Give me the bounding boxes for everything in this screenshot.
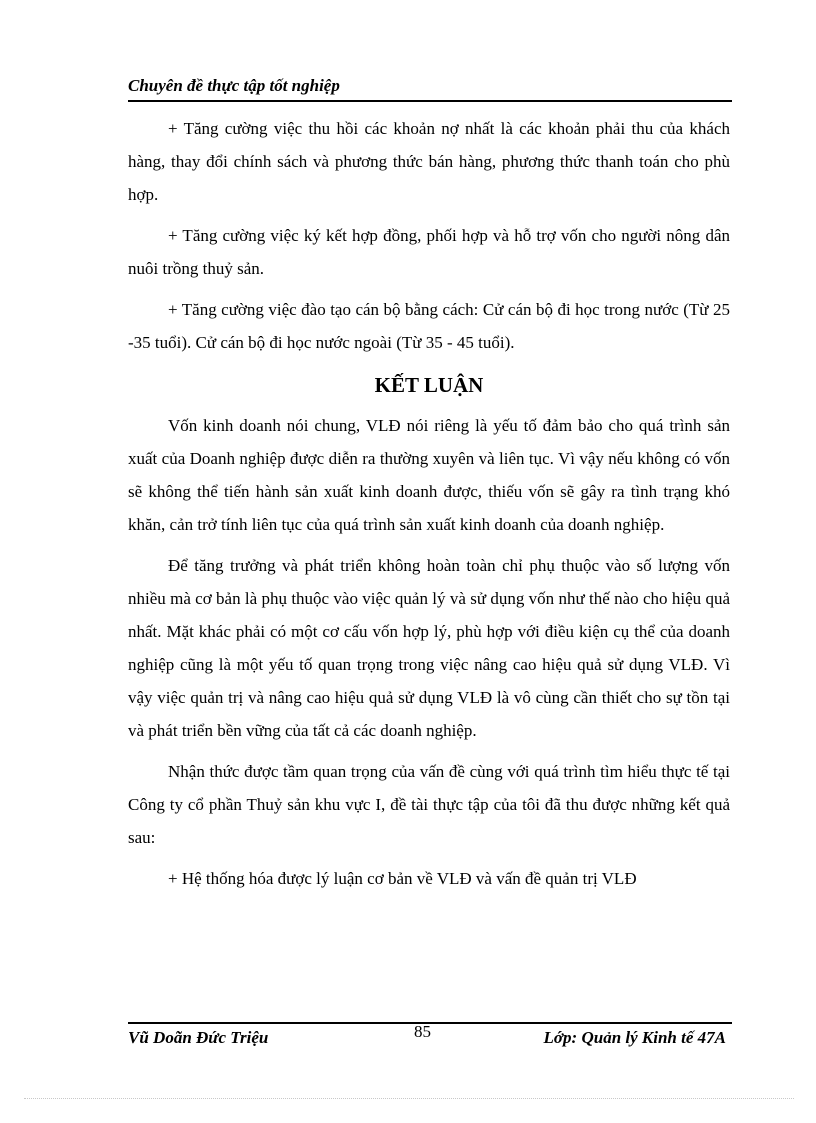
page-edge-divider bbox=[24, 1098, 794, 1099]
footer-author: Vũ Doãn Đức Triệu bbox=[128, 1028, 269, 1047]
paragraph-awareness: Nhận thức được tầm quan trọng của vấn đề cùng với quá trình tìm hiểu thực tế tại Công ty cổ phần Thuỷ sản khu vực I, đề tài thực tập của tôi đã thu được những kết quả sau: bbox=[128, 762, 730, 847]
paragraph-contracts: + Tăng cường việc ký kết hợp đồng, phối hợp và hỗ trợ vốn cho người nông dân nuôi trồng thuỷ sản. bbox=[128, 226, 730, 278]
paragraph-debt-recovery: + Tăng cường việc thu hồi các khoản nợ nhất là các khoản phải thu của khách hàng, thay đổi chính sách và phương thức bán hàng, phương thức thanh toán cho phù hợp. bbox=[128, 119, 730, 204]
page-footer bbox=[128, 1022, 732, 1054]
document-body bbox=[128, 112, 730, 903]
page-number: 85 bbox=[414, 1022, 431, 1041]
paragraph-growth: Để tăng trưởng và phát triển không hoàn toàn chỉ phụ thuộc vào số lượng vốn nhiều mà cơ bản là phụ thuộc vào việc quản lý và sử dụng vốn như thế nào cho hiệu quả nhất. Mặt khác phải có một cơ cấu vốn hợp lý, phù hợp với điều kiện cụ thể của doanh nghiệp cũng là một yếu tố quan trọng trong việc nâng cao hiệu quả sử dụng VLĐ. Vì vậy việc quản trị và nâng cao hiệu quả sử dụng VLĐ là vô cùng cần thiết cho sự tồn tại và phát triển bền vững của tất cả các doanh nghiệp. bbox=[128, 556, 730, 740]
paragraph-training: + Tăng cường việc đào tạo cán bộ bằng cách: Cử cán bộ đi học trong nước (Từ 25 -35 tuổi). Cử cán bộ đi học nước ngoài (Từ 35 - 45 tuổi). bbox=[128, 300, 730, 352]
paragraph-business-capital: Vốn kinh doanh nói chung, VLĐ nói riêng là yếu tố đảm bảo cho quá trình sản xuất của Doanh nghiệp được diễn ra thường xuyên và liên tục. Vì vậy nếu không có vốn sẽ không thể tiến hành sản xuất kinh doanh được, thiếu vốn sẽ gây ra tình trạng khó khăn, cản trở tính liên tục của quá trình sản xuất kinh doanh của doanh nghiệp. bbox=[128, 416, 730, 534]
paragraph-systematization: + Hệ thống hóa được lý luận cơ bản về VLĐ và vấn đề quản trị VLĐ bbox=[168, 869, 637, 888]
header-title: Chuyên đề thực tập tốt nghiệp bbox=[128, 76, 340, 95]
footer-class: Lớp: Quản lý Kinh tế 47A bbox=[543, 1028, 726, 1047]
section-heading-conclusion: KẾT LUẬN bbox=[374, 373, 484, 397]
page-header bbox=[128, 74, 732, 102]
